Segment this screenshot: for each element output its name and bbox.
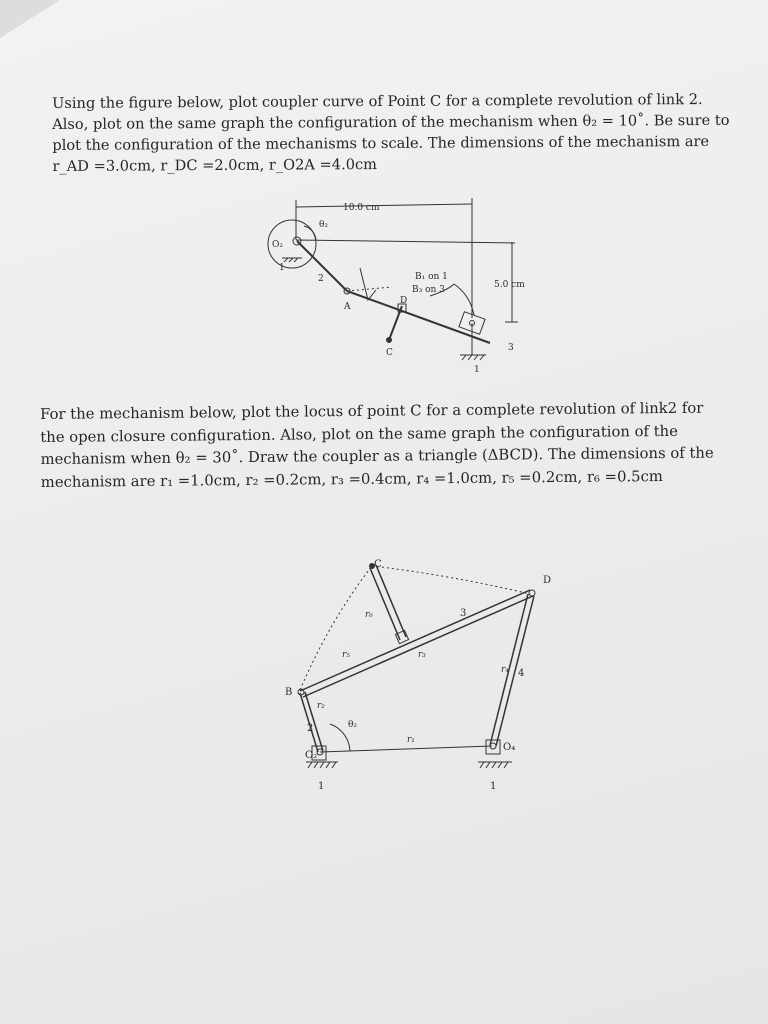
label-ground1b: 1 [474, 365, 480, 375]
theta-arc-2 [330, 724, 350, 751]
label-10cm: 10.0 cm [343, 203, 380, 213]
problem-1-line-2: Also, plot on the same graph the configuration of the mechanism when θ₂ = 10˚. Be sure to [52, 111, 730, 133]
problem-2-line-1: For the mechanism below, plot the locus of point C for a complete revolution of link2 for [40, 399, 704, 423]
label-point-a: A [344, 302, 351, 312]
link-r6-right [376, 565, 406, 637]
label-5cm: 5.0 cm [494, 280, 525, 290]
label-theta2: θ₂ [319, 220, 329, 230]
link-3-upper [300, 590, 530, 691]
problem-1-line-1: Using the figure below, plot coupler curve of Point C for a complete revolution of link 2. [52, 91, 703, 112]
label-point-c: C [386, 348, 393, 358]
label-link-3: 3 [460, 608, 467, 619]
label-link-2: 2 [307, 723, 314, 734]
label-link2: 2 [318, 274, 324, 284]
label-o4: O₄ [503, 742, 516, 753]
link-r6-left [370, 568, 400, 640]
label-r1: r₁ [407, 735, 415, 745]
problem-1-line-4: r_AD =3.0cm, r_DC =2.0cm, r_O2A =4.0cm [52, 156, 378, 175]
link-3-lower [303, 596, 533, 697]
label-b-on-3: B₃ on 3 [412, 285, 445, 295]
label-ground-left: 1 [318, 781, 325, 792]
ground-link-r1 [320, 746, 492, 752]
problem-2-line-3: mechanism when θ₂ = 30˚. Draw the coupler as a triangle (ΔBCD). The dimensions of the [40, 444, 714, 468]
problem-2-line-2: the open closure configuration. Also, plot on the same graph the configuration of the [40, 422, 678, 446]
label-link-4: 4 [518, 668, 525, 679]
label-point-d: D [400, 296, 408, 306]
label-ground1: 1 [279, 263, 285, 273]
coupler-triangle-edge-cd [372, 566, 530, 594]
label-r2: r₂ [317, 701, 325, 711]
label-point-c-2: C [374, 559, 382, 570]
label-theta2-2: θ₂ [348, 720, 358, 730]
label-point-d-2: D [543, 575, 552, 586]
label-r3: r₃ [418, 650, 426, 660]
label-o2-2: O₂ [305, 750, 318, 761]
label-o2: O₂ [272, 240, 283, 250]
label-ground-right: 1 [490, 781, 497, 792]
label-r4: r₄ [501, 665, 509, 675]
label-r6: r₆ [365, 610, 373, 620]
label-b-on-1: B₁ on 1 [415, 272, 448, 282]
label-link3: 3 [508, 343, 514, 353]
problem-2-line-4: mechanism are r₁ =1.0cm, r₂ =0.2cm, r₃ =0.4cm, r₄ =1.0cm, r₅ =0.2cm, r₆ =0.5cm [40, 467, 663, 491]
label-point-b: B [285, 687, 293, 698]
label-r5: r₅ [342, 650, 350, 660]
problem-1-line-3: plot the configuration of the mechanisms to scale. The dimensions of the mechanism are [52, 132, 710, 154]
